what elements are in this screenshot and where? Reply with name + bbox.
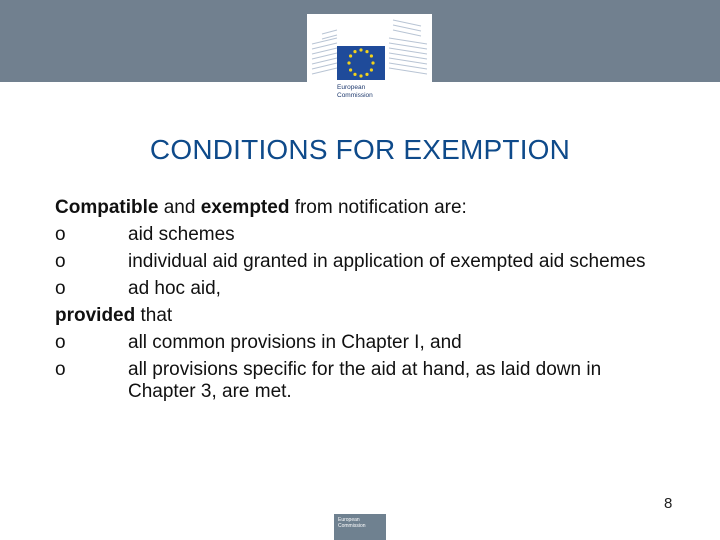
intro-end: from notification are:: [289, 197, 467, 218]
intro-bold-compatible: Compatible: [55, 197, 159, 218]
bullet-marker: o: [55, 224, 66, 245]
bullet-marker: o: [55, 278, 66, 299]
intro-line: [55, 194, 695, 221]
bullet-marker: o: [55, 332, 66, 353]
list-item: [55, 275, 695, 302]
list-item: [55, 356, 695, 405]
provided-end: that: [135, 305, 173, 326]
page-number: 8: [664, 495, 673, 512]
list-item-text: aid schemes: [128, 224, 235, 245]
logo-line-2: Commission: [337, 91, 373, 99]
list-item-text: ad hoc aid,: [128, 278, 221, 299]
list-item-text: all provisions specific for the aid at hand, as laid down in Chapter 3, are met.: [128, 359, 602, 402]
footer-logo: [334, 514, 386, 540]
list-item: [55, 221, 695, 248]
bullet-marker: o: [55, 251, 66, 272]
slide-title: CONDITIONS FOR EXEMPTION: [149, 134, 571, 165]
logo-line-1: European: [337, 84, 366, 91]
provided-line: [55, 302, 695, 329]
european-commission-logo: [307, 14, 432, 110]
intro-and: and: [158, 197, 201, 218]
list-item: [55, 248, 695, 275]
bullet-marker: o: [55, 359, 66, 380]
list-item: [55, 329, 695, 356]
intro-bold-exempted: exempted: [200, 197, 290, 218]
list-item-text: individual aid granted in application of exempted aid schemes: [128, 251, 646, 272]
logo-text: [337, 84, 373, 99]
list-item-text: all common provisions in Chapter I, and: [128, 332, 462, 353]
footer-logo-text: European Commission: [338, 517, 366, 529]
provided-bold: provided: [55, 305, 136, 326]
slide-body: [55, 194, 695, 405]
